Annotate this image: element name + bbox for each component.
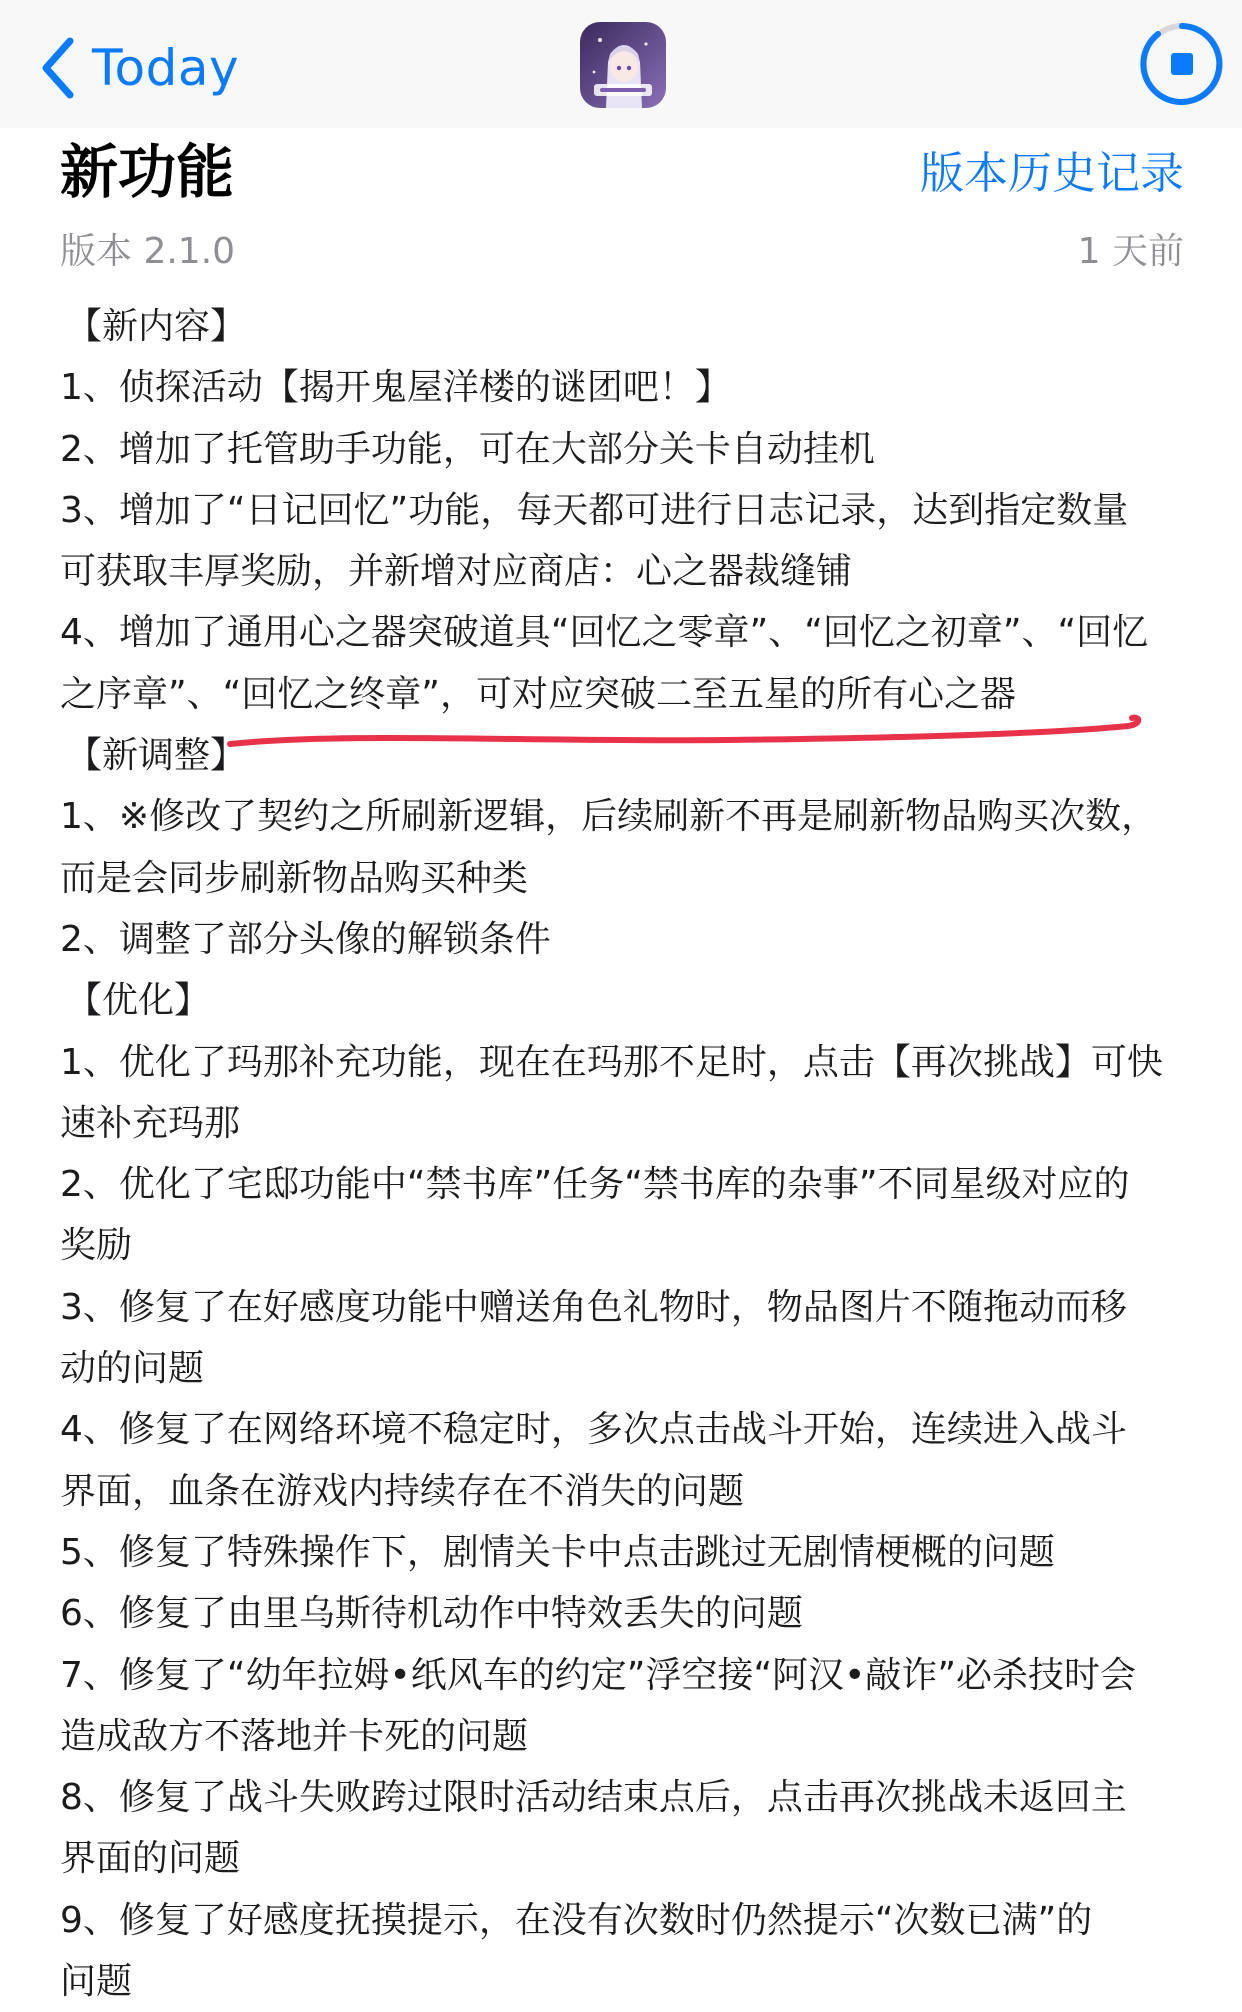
chevron-left-icon xyxy=(38,35,78,101)
notes-line: 造成敌方不落地并卡死的问题 xyxy=(60,1715,529,1757)
notes-line: 3、增加了“日记回忆”功能，每天都可进行日志记录，达到指定数量 xyxy=(60,489,1129,531)
navigation-bar xyxy=(0,0,1242,128)
notes-line: 2、调整了部分头像的解锁条件 xyxy=(60,918,551,960)
notes-line: 【优化】 xyxy=(66,980,211,1022)
notes-line: 而是会同步刷新物品购买种类 xyxy=(60,857,529,899)
notes-line: 界面的问题 xyxy=(60,1838,241,1880)
page-title: 新功能 xyxy=(60,138,235,206)
notes-line: 1、优化了玛那补充功能，现在在玛那不足时，点击【再次挑战】可快 xyxy=(60,1041,1163,1083)
notes-line: 1、侦探活动【揭开鬼屋洋楼的谜团吧！】 xyxy=(60,367,731,409)
notes-line: 奖励 xyxy=(60,1225,133,1267)
notes-line: 动的问题 xyxy=(60,1348,205,1390)
release-notes xyxy=(60,296,1190,2012)
notes-line: 4、修复了在网络环境不稳定时，多次点击战斗开始，连续进入战斗 xyxy=(60,1409,1127,1451)
notes-line: 7、修复了“幼年拉姆•纸风车的约定”浮空接“阿汉•敲诈”必杀技时会 xyxy=(60,1654,1136,1696)
app-icon[interactable] xyxy=(580,22,666,108)
notes-line: 2、增加了托管助手功能，可在大部分关卡自动挂机 xyxy=(60,428,875,470)
notes-line: 5、修复了特殊操作下，剧情关卡中点击跳过无剧情梗概的问题 xyxy=(60,1531,1055,1573)
notes-line: 2、优化了宅邸功能中“禁书库”任务“禁书库的杂事”不同星级对应的 xyxy=(60,1164,1130,1206)
notes-line: 之序章”、“回忆之终章”，可对应突破二至五星的所有心之器 xyxy=(60,673,1016,715)
notes-line: 8、修复了战斗失败跨过限时活动结束点后，点击再次挑战未返回主 xyxy=(60,1777,1127,1819)
notes-line: 9、修复了好感度抚摸提示，在没有次数时仍然提示“次数已满”的 xyxy=(60,1899,1093,1941)
notes-line: 问题 xyxy=(60,1961,133,2003)
notes-line: 界面，血条在游戏内持续存在不消失的问题 xyxy=(60,1470,745,1512)
notes-line: 【新调整】 xyxy=(66,735,247,777)
notes-line: 可获取丰厚奖励，并新增对应商店：心之器裁缝铺 xyxy=(60,551,853,593)
stop-progress-icon xyxy=(1138,20,1226,108)
notes-line: 【新内容】 xyxy=(66,306,247,347)
back-button[interactable] xyxy=(38,28,239,108)
notes-line: 6、修复了由里乌斯待机动作中特效丢失的问题 xyxy=(60,1593,803,1635)
notes-line: 3、修复了在好感度功能中赠送角色礼物时，物品图片不随拖动而移 xyxy=(60,1286,1127,1328)
download-stop-button[interactable] xyxy=(1138,20,1226,108)
notes-line: 速补充玛那 xyxy=(60,1102,241,1144)
back-label: Today xyxy=(92,39,240,97)
notes-line: 1、※修改了契约之所刷新逻辑，后续刷新不再是刷新物品购买次数， xyxy=(60,796,1158,838)
version-history-link[interactable]: 版本历史记录 xyxy=(920,148,1184,199)
version-label: 版本 2.1.0 xyxy=(60,231,236,272)
release-date: 1 天前 xyxy=(1077,231,1184,272)
app-icon-image xyxy=(580,22,666,108)
notes-line: 4、增加了通用心之器突破道具“回忆之零章”、“回忆之初章”、“回忆 xyxy=(60,612,1149,654)
